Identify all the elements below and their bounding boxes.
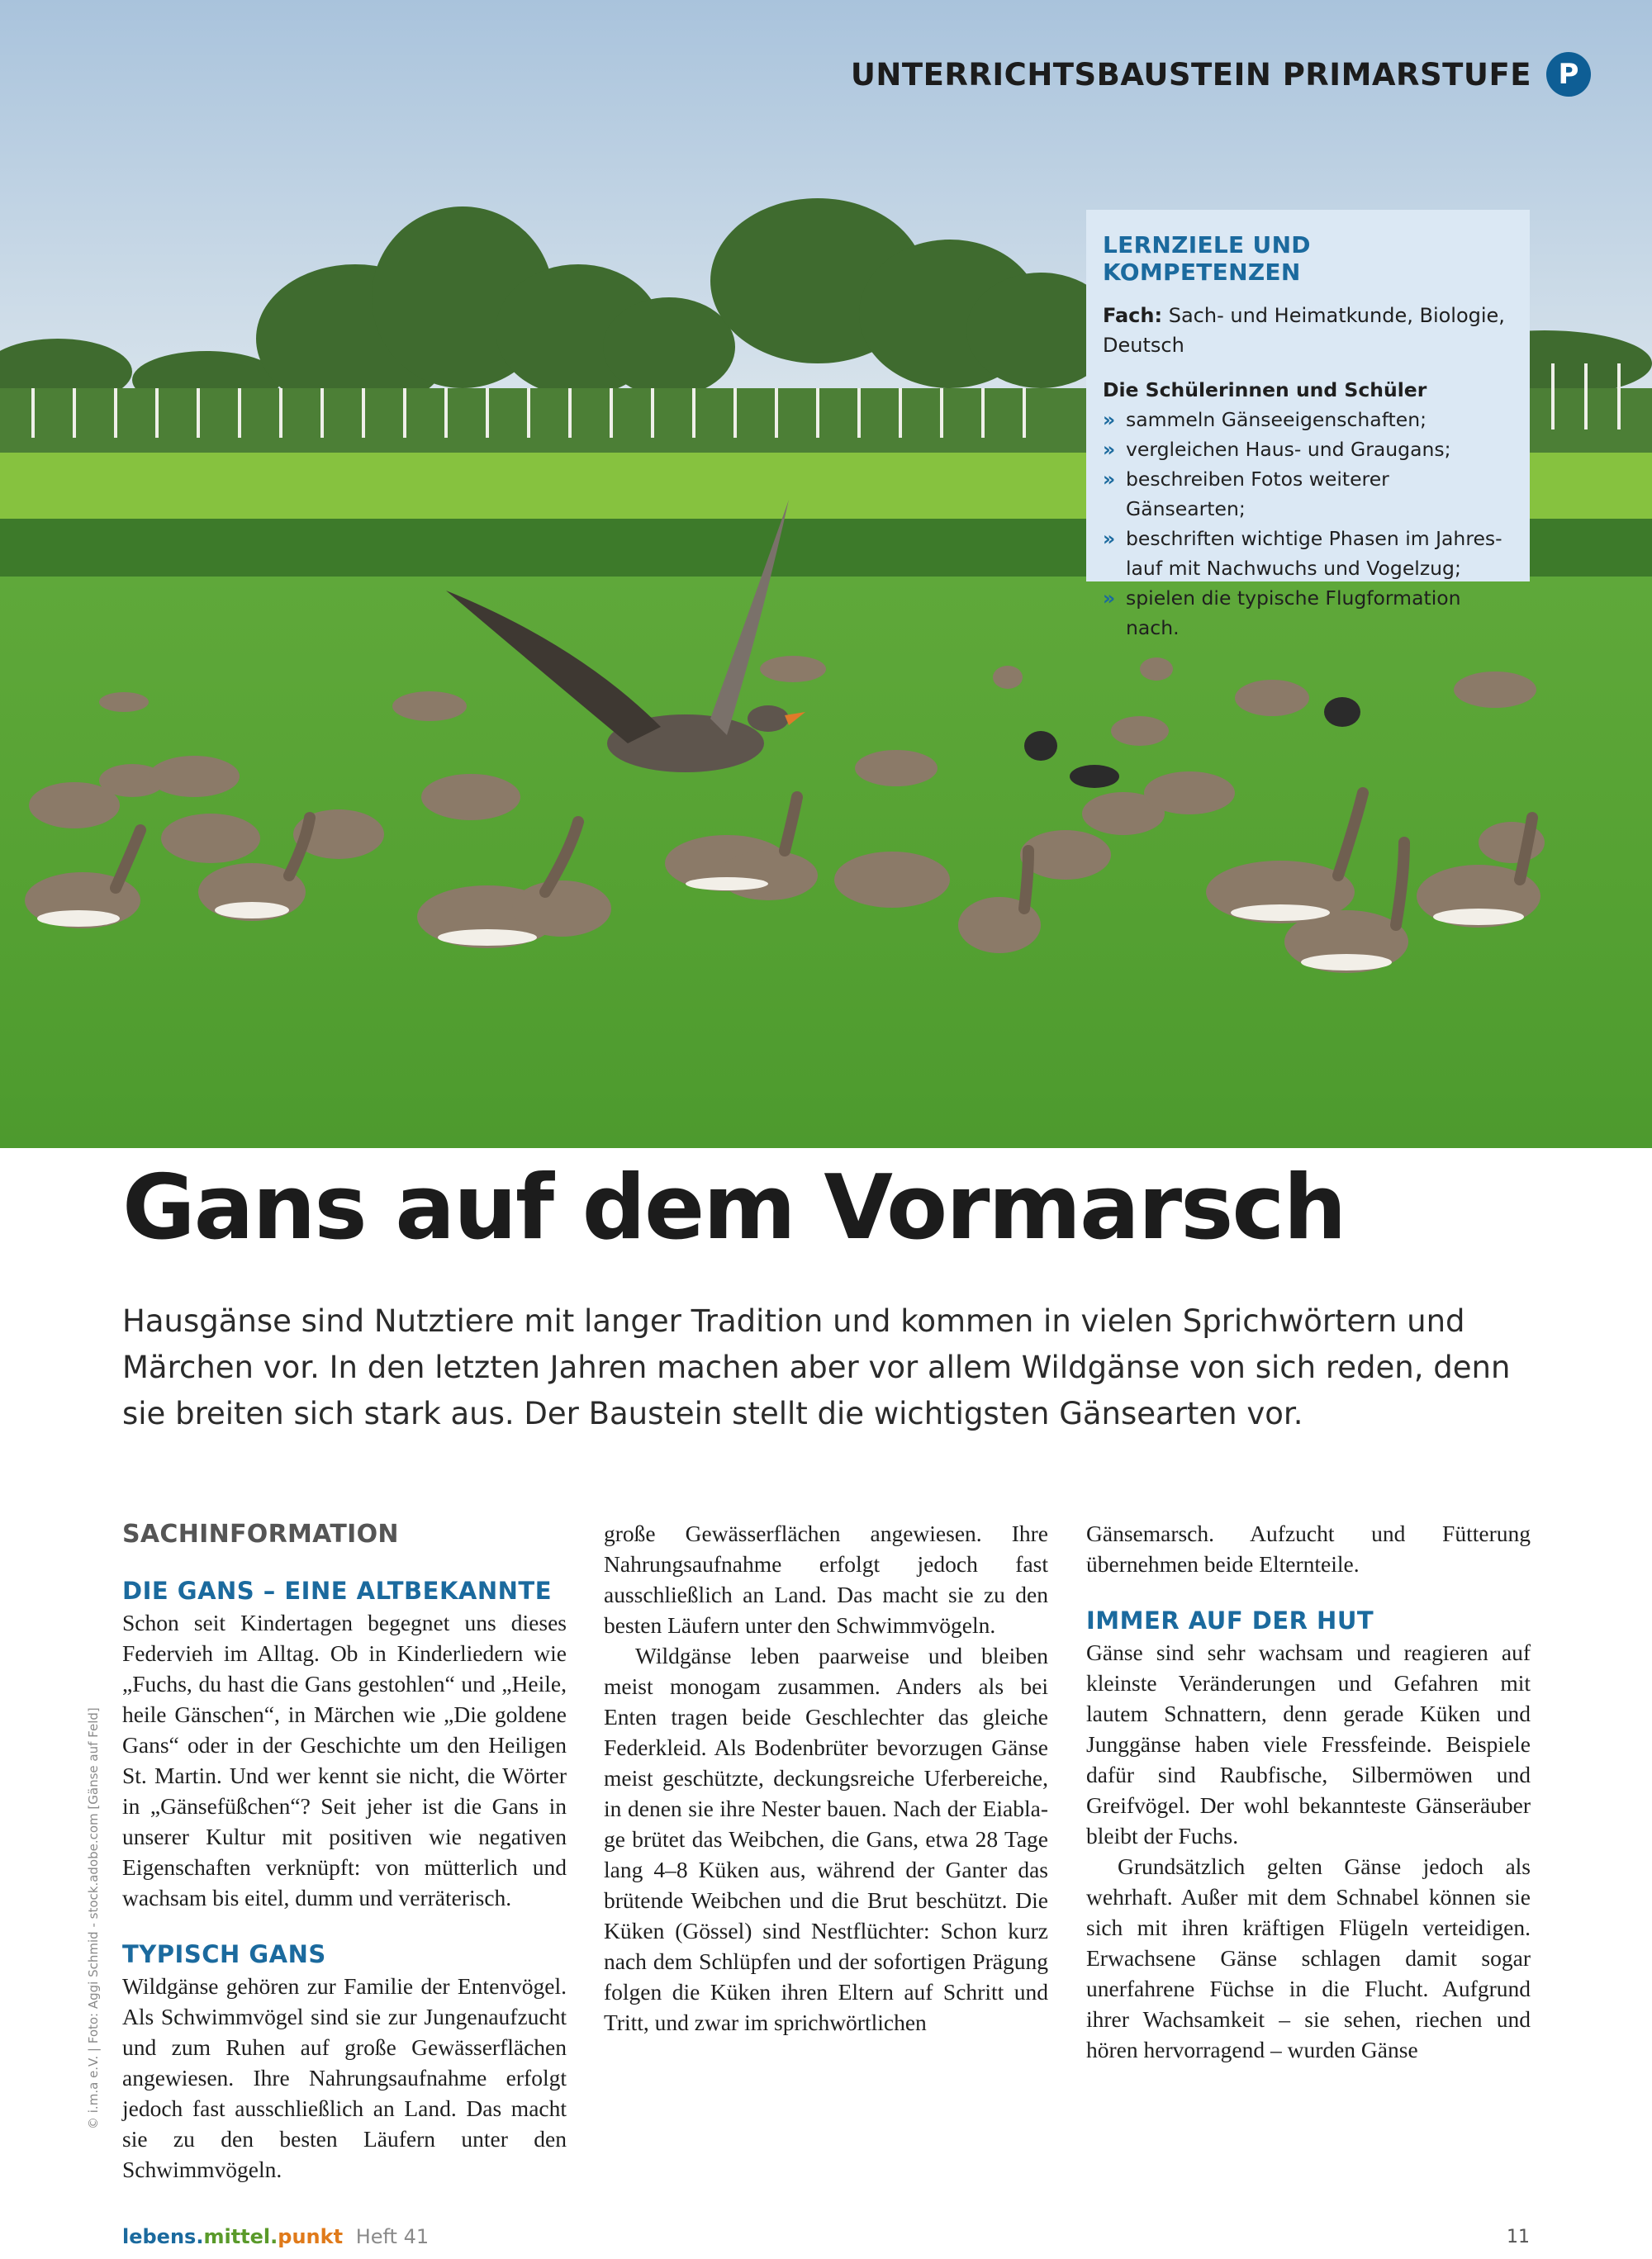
brand-part-punkt: punkt bbox=[278, 2225, 344, 2248]
section-label: SACHINFORMATION bbox=[122, 1520, 399, 1549]
goals-subject bbox=[1103, 301, 1515, 360]
goals-list bbox=[1103, 405, 1515, 643]
spacer bbox=[1086, 1579, 1531, 1604]
paragraph-auf-der-hut: Gänse sind sehr wachsam und reagieren auf kleinste Veränderungen und Gefahren mit lautem Schnattern, denn gerade Küken und Junggänse haben viele Fressfeinde. Beispiele dafür sind Raubfische, Silbermöwen und Greifvögel. Der wohl bekannteste Gänseräuber bleibt der Fuchs. bbox=[1086, 1640, 1531, 1848]
spacer bbox=[122, 1913, 567, 1938]
bullet-icon: » bbox=[1103, 467, 1116, 491]
bullet-icon: » bbox=[1103, 586, 1116, 610]
paragraph-typisch-gans: Wildgänse gehören zur Familie der Entenvögel. Als Schwimmvögel sind sie zur Jungenaufzucht und zum Ruhen auf große Gewässerflächen angewiesen. Ihre Nahrungsaufnahme erfolgt jedoch fast ausschließlich an Land. Das macht sie zu den besten Läufern unter den Schwimmvögeln. bbox=[122, 1973, 567, 2182]
text-column-1 bbox=[122, 1518, 567, 2182]
text-column-3 bbox=[1086, 1518, 1531, 2065]
bullet-icon: » bbox=[1103, 408, 1116, 431]
brand-part-mittel: mittel. bbox=[203, 2225, 278, 2248]
goals-subject-label: Fach: bbox=[1103, 304, 1163, 327]
goals-list-item-text: vergleichen Haus- und Graugans; bbox=[1126, 438, 1451, 461]
page-number: 11 bbox=[1507, 2227, 1530, 2247]
photo-credit: © i.m.a e.V. | Foto: Aggi Schmid - stock.adobe.com [Gänse auf Feld] bbox=[86, 1707, 101, 2129]
page-title: Gans auf dem Vormarsch bbox=[122, 1156, 1346, 1260]
footer-brand bbox=[122, 2225, 429, 2248]
goals-list-item-text: beschreiben Fotos weiterer Gänsearten; bbox=[1126, 467, 1389, 520]
goals-list-item bbox=[1103, 583, 1515, 643]
goals-title: LERNZIELE UND KOMPETENZEN bbox=[1103, 231, 1311, 286]
subheading-auf-der-hut: IMMER AUF DER HUT bbox=[1086, 1606, 1374, 1635]
paragraph-typisch-gans-cont: große Gewässerflächen angewiesen. Ihre Nahrungsaufnahme erfolgt jedoch fast ausschließlich an Land. Das macht sie zu den besten Läufern unter den Schwimmvögeln. bbox=[604, 1521, 1048, 1638]
issue-number: Heft 41 bbox=[355, 2225, 430, 2248]
series-header bbox=[851, 51, 1591, 97]
goals-list-item-text: spielen die typische Flugformation nach. bbox=[1126, 586, 1461, 639]
goals-list-item bbox=[1103, 405, 1515, 434]
subheading-altbekannte: DIE GANS – EINE ALTBEKANNTE bbox=[122, 1577, 553, 1605]
goals-list-item bbox=[1103, 434, 1515, 464]
goals-list-item bbox=[1103, 464, 1515, 524]
goals-list-item-text: sammeln Gänseeigenschaften; bbox=[1126, 408, 1427, 431]
paragraph-paarweise-cont: Gänsemarsch. Aufzucht und Fütterung übernehmen beide Elternteile. bbox=[1086, 1521, 1531, 1577]
learning-goals-box bbox=[1086, 210, 1530, 639]
series-label: UNTERRICHTSBAUSTEIN PRIMARSTUFE bbox=[850, 56, 1531, 93]
subheading-typisch-gans: TYPISCH GANS bbox=[122, 1940, 326, 1968]
paragraph-altbekannte: Schon seit Kindertagen begegnet uns dieses Federvieh im Alltag. Ob in Kinderliedern wie „Fuchs, du hast die Gans gestohlen“ und „Heile, heile Gänschen“, in Märchen wie „Die goldene Gans“ oder in der Geschichte um den Heiligen St. Martin. Und wer kennt sie nicht, die Wörter in „Gänsefüßchen“? Seit jeher ist die Gans in unserer Kultur mit positiven wie negativen Eigenschaften verknüpft: von mütterlich und wachsam bis eitel, dumm und verräterisch. bbox=[122, 1610, 567, 1910]
bullet-icon: » bbox=[1103, 527, 1116, 550]
level-badge: P bbox=[1546, 52, 1591, 97]
bullet-icon: » bbox=[1103, 438, 1116, 461]
lead-paragraph: Hausgänse sind Nutztiere mit langer Tradition und kommen in vielen Sprichwörtern und Märchen vor. In den letzten Jahren machen aber vor allem Wildgänse von sich reden, denn sie breiten sich stark aus. Der Baustein stellt die wichtigsten Gänsearten vor. bbox=[122, 1303, 1511, 1431]
brand-part-lebens: lebens. bbox=[122, 2225, 204, 2248]
goals-subject-value: Sach- und Heimatkunde, Biologie, Deutsch bbox=[1103, 304, 1505, 357]
goals-list-item-text: beschriften wichtige Phasen im Jahreslauf mit Nachwuchs und Vogelzug; bbox=[1126, 527, 1502, 580]
text-column-2 bbox=[604, 1518, 1048, 2038]
paragraph-paarweise: Wildgänse leben paarweise und bleiben meist monogam zusammen. Anders als bei Enten tragen beide Geschlechter das gleiche Federkleid. Als Bodenbrüter bevorzugen Gänse meist geschützte, deckungsreiche Uferbereiche, in denen sie ihre Nester bauen. Nach der Eiablage brütet das Weibchen, die Gans, etwa 28 Tage lang 4–8 Küken aus, während der Ganter das brütende Weibchen und die Brut beschützt. Die Küken (Gössel) sind Nestflüchter: Schon kurz nach dem Schlüpfen und der sofortigen Prägung folgen die Küken ihren Eltern auf Schritt und Tritt, und zwar im sprichwörtlichen bbox=[604, 1643, 1048, 2035]
goals-intro: Die Schülerinnen und Schüler bbox=[1103, 378, 1427, 401]
goals-list-item bbox=[1103, 524, 1515, 583]
paragraph-wehrhaft: Grundsätzlich gelten Gänse jedoch als wehrhaft. Außer mit dem Schnabel können sie sich mit ihren kräftigen Flügeln verteidigen. Erwachsene Gänse schlagen damit sogar unerfahrene Füchse in die Flucht. Aufgrund ihrer Wachsamkeit – sie sehen, riechen und hören hervorragend – wurden Gänse bbox=[1086, 1853, 1531, 2062]
